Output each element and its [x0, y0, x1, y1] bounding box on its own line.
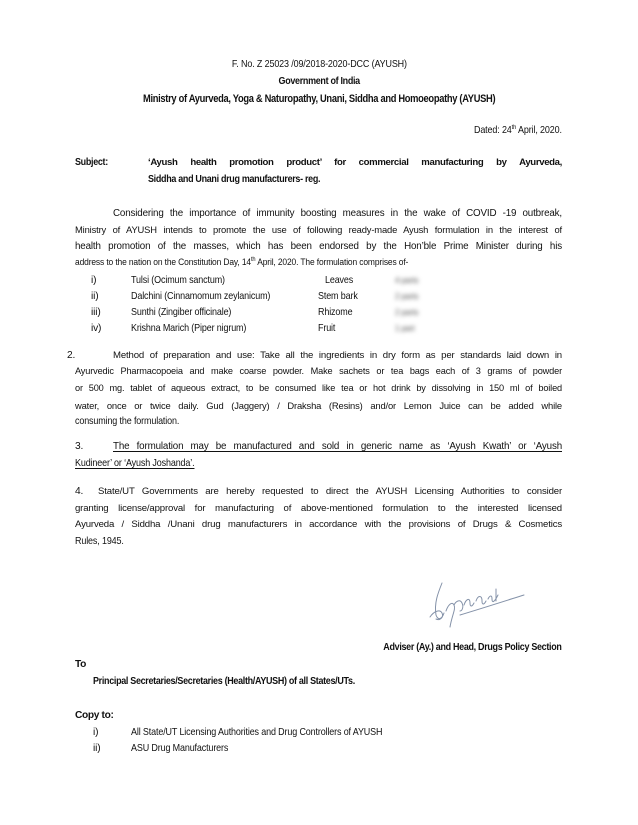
para4-line-2 — [75, 503, 562, 514]
para3-line-2-text: Kudineer’ or ‘Ayush Joshanda’. — [75, 458, 195, 469]
copy-to-text: All State/UT Licensing Authorities and Drug Controllers of AYUSH — [131, 727, 383, 738]
subject-line-2 — [148, 174, 344, 185]
formulation-num: ii) — [91, 291, 99, 302]
formulation-qty-redacted: 2 parts — [395, 308, 419, 317]
para1-line-1 — [113, 208, 562, 219]
copy-to-label-text: Copy to: — [75, 710, 114, 721]
subject-label-text: Subject: — [75, 157, 108, 168]
para4-number-text: 4. — [75, 486, 84, 497]
date-sup: th — [511, 124, 517, 131]
formulation-name: Tulsi (Ocimum sanctum) — [131, 275, 225, 286]
para4-line-1-text: State/UT Governments are hereby requested to direct the AYUSH Licensing Authorities to consider — [98, 486, 562, 497]
copy-to-num: ii) — [93, 743, 101, 754]
para4-number — [75, 486, 83, 497]
para1-line-2 — [75, 224, 562, 235]
formulation-qty-redacted: 1 part — [395, 324, 415, 333]
para2-line-1 — [113, 350, 562, 361]
copy-to-label — [75, 710, 114, 721]
para4-line-4 — [75, 536, 130, 547]
formulation-qty-redacted: 2 parts — [395, 292, 419, 301]
para2-line-3-text: or 500 mg. tablet of aqueous extract, to be consumed like tea or hot drink by dissolving in 150 ml of boiled — [75, 383, 562, 393]
to-label — [75, 659, 86, 670]
para3-line-2 — [75, 458, 211, 469]
to-label-text: To — [75, 659, 86, 670]
formulation-name: Sunthi (Zingiber officinale) — [131, 307, 232, 318]
file-number — [0, 59, 638, 70]
para4-line-3 — [75, 519, 562, 530]
formulation-part: Rhizome — [318, 307, 353, 318]
para3-number-text: 3. — [75, 441, 84, 452]
para4-line-2-text: granting license/approval for manufacturing of above-mentioned formulation to the interested licensed — [75, 503, 562, 514]
formulation-part: Stem bark — [318, 291, 358, 302]
copy-to-text: ASU Drug Manufacturers — [131, 743, 229, 754]
formulation-name: Krishna Marich (Piper nigrum) — [131, 323, 247, 334]
formulation-part: Leaves — [325, 275, 354, 286]
para2-number — [67, 350, 75, 361]
ministry-text: Ministry of Ayurveda, Yoga & Naturopathy, Unani, Siddha and Homoeopathy (AYUSH) — [142, 93, 496, 105]
government-heading — [0, 76, 638, 87]
copy-to-num: i) — [93, 727, 99, 738]
para2-line-3 — [75, 383, 562, 393]
subject-line-2-text: Siddha and Unani drug manufacturers- reg. — [148, 174, 321, 185]
para2-line-2-text: Ayurvedic Pharmacopoeia and make coarse powder. Make sachets or tea bags each of 3 grams of powder — [75, 366, 562, 376]
para1-line-4-sup: th — [250, 256, 256, 263]
para2-line-2 — [75, 366, 562, 376]
para2-line-4-text: water, once or twice daily. Gud (Jaggery) / Draksha (Resins) and/or Lemon Juice can be added while — [75, 400, 562, 411]
formulation-part: Fruit — [318, 323, 336, 334]
para1-line-4-a: address to the nation on the Constitution Day, 14 — [75, 257, 251, 268]
formulation-num: i) — [91, 275, 97, 286]
para1-line-1-text: Considering the importance of immunity boosting measures in the wake of COVID -19 outbreak, — [113, 208, 562, 219]
signatory-designation-text: Adviser (Ay.) and Head, Drugs Policy Section — [383, 642, 562, 653]
para4-line-3-text: Ayurveda / Siddha /Unani drug manufacturers in accordance with the provisions of Drugs & Cosmetics — [75, 519, 562, 530]
para2-line-1-text: Method of preparation and use: Take all the ingredients in dry form as per standards laid down in — [113, 350, 562, 361]
ministry-heading — [0, 93, 638, 105]
formulation-num: iv) — [91, 323, 102, 334]
formulation-name: Dalchini (Cinnamomum zeylanicum) — [131, 291, 271, 302]
para2-line-5 — [75, 416, 193, 427]
formulation-qty-redacted: 4 parts — [395, 276, 419, 285]
date-line — [462, 125, 562, 136]
para1-line-3-text: health promotion of the masses, which has been endorsed by the Hon’ble Prime Minister during his — [75, 241, 562, 252]
date-prefix: Dated: 24 — [474, 125, 512, 136]
para1-line-4 — [75, 257, 454, 268]
para4-line-4-text: Rules, 1945. — [75, 536, 124, 547]
date-suffix: April, 2020. — [516, 125, 562, 136]
subject-line-1 — [148, 157, 562, 168]
signatory-designation — [359, 642, 562, 653]
file-number-text: F. No. Z 25023 /09/2018-2020-DCC (AYUSH) — [231, 59, 407, 70]
subject-line-1-text: ‘Ayush health promotion product’ for commercial manufacturing by Ayurveda, — [148, 157, 562, 168]
formulation-num: iii) — [91, 307, 101, 318]
para2-line-4 — [75, 400, 562, 411]
to-recipient-text: Principal Secretaries/Secretaries (Health/AYUSH) of all States/UTs. — [93, 676, 355, 687]
para3-line-1-text: The formulation may be manufactured and sold in generic name as ‘Ayush Kwath’ or ‘Ayush — [113, 441, 562, 452]
to-recipient — [93, 676, 391, 687]
para3-line-1 — [113, 441, 562, 452]
para1-line-2-text: Ministry of AYUSH intends to promote the use of following ready-made Ayush formulation in the interest of — [75, 224, 562, 235]
para1-line-3 — [75, 241, 562, 252]
government-text: Government of India — [278, 76, 360, 87]
para1-line-4-b: April, 2020. The formulation comprises of- — [255, 257, 409, 268]
para4-line-1 — [98, 486, 562, 497]
para3-number — [75, 441, 83, 452]
para2-line-5-text: consuming the formulation. — [75, 416, 180, 427]
signature-image — [420, 575, 530, 635]
subject-label — [75, 157, 112, 168]
para2-number-text: 2. — [67, 350, 76, 361]
